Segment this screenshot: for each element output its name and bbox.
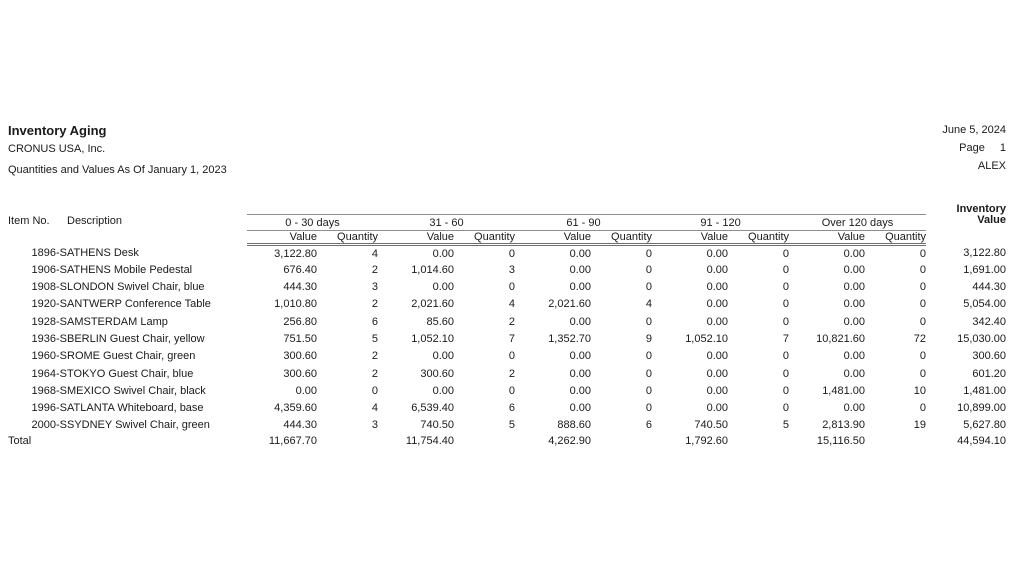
table-row xyxy=(8,348,1006,365)
cell-value-0-30: 0.00 xyxy=(295,384,317,397)
cell-inventory-value: 601.20 xyxy=(972,367,1007,380)
cell-value-91-120: 1,052.10 xyxy=(685,332,729,345)
cell-quantity-61-90: 6 xyxy=(645,419,653,432)
cell-inventory-value: 1,691.00 xyxy=(963,263,1007,276)
col-header-value-3: Value xyxy=(652,231,728,245)
cell-value-91-120: 0.00 xyxy=(706,248,729,260)
cell-value-31-60: 740.50 xyxy=(420,419,455,432)
cell-description: BERLIN Guest Chair, yellow xyxy=(67,332,205,345)
report-date: June 5, 2024 xyxy=(942,124,1006,136)
total-row xyxy=(8,435,1006,447)
cell-quantity-31-60: 7 xyxy=(508,332,516,345)
cell-quantity-over-120: 10 xyxy=(913,384,927,397)
cell-value-91-120: 0.00 xyxy=(706,402,729,415)
cell-value-61-90: 0.00 xyxy=(569,367,592,380)
table-row xyxy=(8,417,1006,434)
cell-value-over-120: 0.00 xyxy=(843,350,866,363)
cell-description: SYDNEY Swivel Chair, green xyxy=(67,419,210,432)
cell-quantity-0-30: 2 xyxy=(371,367,379,380)
table-row xyxy=(8,383,1006,400)
cell-value-61-90: 1,352.70 xyxy=(548,332,592,345)
cell-description: LONDON Swivel Chair, blue xyxy=(67,281,205,294)
cell-quantity-31-60: 0 xyxy=(508,248,516,260)
cell-quantity-91-120: 0 xyxy=(782,384,790,397)
cell-quantity-61-90: 0 xyxy=(645,350,653,363)
col-group-over-120-days: Over 120 days xyxy=(789,215,926,231)
cell-quantity-91-120: 0 xyxy=(782,315,790,328)
cell-value-0-30: 751.50 xyxy=(283,332,317,345)
cell-quantity-0-30: 5 xyxy=(371,332,379,345)
cell-value-0-30: 256.80 xyxy=(283,315,317,328)
cell-quantity-91-120: 5 xyxy=(782,419,790,432)
cell-value-31-60: 0.00 xyxy=(432,248,455,260)
cell-value-0-30: 3,122.80 xyxy=(274,248,317,260)
page-number: 1 xyxy=(999,142,1006,154)
cell-inventory-value: 342.40 xyxy=(972,315,1007,328)
cell-value-0-30: 444.30 xyxy=(283,419,317,432)
cell-item-no: 1906-S xyxy=(31,263,67,276)
cell-value-91-120: 0.00 xyxy=(706,384,729,397)
cell-description: MEXICO Swivel Chair, black xyxy=(67,384,206,397)
cell-value-over-120: 2,813.90 xyxy=(822,419,866,432)
cell-quantity-0-30: 2 xyxy=(371,298,379,311)
cell-value-61-90: 888.60 xyxy=(557,419,592,432)
cell-inventory-value: 15,030.00 xyxy=(957,332,1007,345)
cell-value-31-60: 0.00 xyxy=(432,384,455,397)
table-row xyxy=(8,331,1006,348)
cell-value-91-120: 0.00 xyxy=(706,315,729,328)
total-value-31-60: 11,754.40 xyxy=(405,434,455,447)
col-header-value-0: Value xyxy=(247,231,317,245)
cell-value-31-60: 0.00 xyxy=(432,350,455,363)
cell-value-over-120: 0.00 xyxy=(843,263,866,276)
cell-quantity-91-120: 0 xyxy=(782,248,790,260)
col-header-item-no: Item No. xyxy=(8,214,50,227)
cell-quantity-0-30: 2 xyxy=(371,263,379,276)
cell-item-no: 1960-S xyxy=(31,350,67,363)
cell-value-over-120: 0.00 xyxy=(843,281,866,294)
cell-quantity-over-120: 0 xyxy=(919,402,927,415)
cell-quantity-91-120: 0 xyxy=(782,367,790,380)
cell-value-31-60: 0.00 xyxy=(432,281,455,294)
cell-value-61-90: 0.00 xyxy=(569,248,592,260)
cell-quantity-91-120: 7 xyxy=(782,332,790,345)
cell-value-0-30: 444.30 xyxy=(283,281,317,294)
cell-quantity-91-120: 0 xyxy=(782,263,790,276)
cell-value-61-90: 0.00 xyxy=(569,263,592,276)
cell-value-over-120: 0.00 xyxy=(843,248,866,260)
cell-quantity-0-30: 6 xyxy=(371,315,379,328)
cell-value-31-60: 85.60 xyxy=(426,315,455,328)
cell-item-no: 1968-S xyxy=(31,384,67,397)
cell-quantity-31-60: 4 xyxy=(508,298,516,311)
cell-value-61-90: 2,021.60 xyxy=(548,298,592,311)
cell-quantity-over-120: 0 xyxy=(919,263,927,276)
col-header-quantity-0: Quantity xyxy=(317,231,378,245)
total-value-0-30: 11,667.70 xyxy=(268,434,317,447)
cell-quantity-61-90: 0 xyxy=(645,315,653,328)
cell-quantity-31-60: 2 xyxy=(508,315,516,328)
table-row xyxy=(8,279,1006,296)
col-header-quantity-2: Quantity xyxy=(591,231,652,245)
cell-value-over-120: 0.00 xyxy=(843,315,866,328)
cell-quantity-over-120: 0 xyxy=(919,367,927,380)
cell-inventory-value: 1,481.00 xyxy=(963,384,1007,397)
cell-quantity-over-120: 19 xyxy=(913,419,927,432)
cell-quantity-61-90: 0 xyxy=(645,402,653,415)
cell-quantity-0-30: 0 xyxy=(371,384,379,397)
table-row xyxy=(8,245,1006,262)
col-header-value-4: Value xyxy=(789,231,865,245)
total-inventory-value: 44,594.10 xyxy=(957,434,1007,447)
report-meta xyxy=(942,124,1006,172)
cell-quantity-61-90: 0 xyxy=(645,263,653,276)
cell-quantity-0-30: 3 xyxy=(371,419,379,432)
cell-description: ATLANTA Whiteboard, base xyxy=(67,402,204,415)
cell-value-61-90: 0.00 xyxy=(569,350,592,363)
cell-description: ATHENS Desk xyxy=(67,246,139,259)
cell-item-no: 1936-S xyxy=(31,332,67,345)
col-header-value-2: Value xyxy=(515,231,591,245)
company-name: CRONUS USA, Inc. xyxy=(8,143,106,155)
col-header-inventory-value xyxy=(926,202,1007,245)
cell-value-91-120: 0.00 xyxy=(706,350,729,363)
col-group-91-120: 91 - 120 xyxy=(652,215,789,231)
cell-inventory-value: 300.60 xyxy=(972,350,1007,363)
table-row xyxy=(8,400,1006,417)
cell-inventory-value: 10,899.00 xyxy=(957,402,1007,415)
cell-quantity-31-60: 0 xyxy=(508,384,516,397)
cell-value-over-120: 0.00 xyxy=(843,402,866,415)
cell-value-0-30: 4,359.60 xyxy=(274,402,317,415)
total-value-61-90: 4,262.90 xyxy=(548,434,592,447)
cell-item-no: 1896-S xyxy=(31,246,67,259)
cell-quantity-over-120: 0 xyxy=(919,281,927,294)
col-header-quantity-1: Quantity xyxy=(454,231,515,245)
cell-value-61-90: 0.00 xyxy=(569,281,592,294)
cell-item-no: 1920-S xyxy=(31,298,67,311)
cell-quantity-0-30: 4 xyxy=(371,402,379,415)
table-row xyxy=(8,314,1006,331)
cell-value-91-120: 0.00 xyxy=(706,367,729,380)
cell-quantity-0-30: 3 xyxy=(371,281,379,294)
col-group-0-30-days: 0 - 30 days xyxy=(247,215,378,231)
cell-description: AMSTERDAM Lamp xyxy=(67,315,168,328)
cell-value-91-120: 0.00 xyxy=(706,263,729,276)
cell-quantity-61-90: 0 xyxy=(645,248,653,260)
cell-value-0-30: 300.60 xyxy=(283,367,317,380)
cell-value-91-120: 0.00 xyxy=(706,298,729,311)
cell-quantity-over-120: 0 xyxy=(919,350,927,363)
cell-quantity-over-120: 0 xyxy=(919,298,927,311)
cell-item-no: 1996-S xyxy=(31,402,67,415)
page-label: Page xyxy=(959,142,985,154)
col-header-quantity-3: Quantity xyxy=(728,231,789,245)
cell-value-31-60: 1,052.10 xyxy=(411,332,455,345)
col-header-description: Description xyxy=(67,214,123,227)
cell-value-61-90: 0.00 xyxy=(569,384,592,397)
cell-quantity-over-120: 72 xyxy=(913,332,927,345)
cell-quantity-91-120: 0 xyxy=(782,402,790,415)
cell-item-no: 2000-S xyxy=(31,419,67,432)
inventory-header-line2: Value xyxy=(977,213,1007,226)
cell-value-91-120: 0.00 xyxy=(706,281,729,294)
cell-value-0-30: 300.60 xyxy=(283,350,317,363)
col-header-value-1: Value xyxy=(378,231,454,245)
cell-value-31-60: 2,021.60 xyxy=(411,298,455,311)
cell-item-no: 1964-S xyxy=(31,367,67,380)
cell-value-over-120: 10,821.60 xyxy=(816,332,866,345)
cell-value-91-120: 740.50 xyxy=(694,419,729,432)
report-subtitle: Quantities and Values As Of January 1, 2023 xyxy=(8,164,227,176)
user-id: ALEX xyxy=(977,160,1006,172)
table-row xyxy=(8,262,1006,279)
cell-value-0-30: 1,010.80 xyxy=(274,298,317,311)
table-body xyxy=(8,245,1006,435)
total-value-over-120: 15,116.50 xyxy=(816,434,866,447)
cell-quantity-0-30: 2 xyxy=(371,350,379,363)
cell-inventory-value: 3,122.80 xyxy=(963,246,1007,259)
cell-value-31-60: 1,014.60 xyxy=(411,263,455,276)
cell-inventory-value: 5,627.80 xyxy=(963,419,1007,432)
inventory-aging-table xyxy=(8,202,1007,447)
cell-value-over-120: 0.00 xyxy=(843,298,866,311)
report-title: Inventory Aging xyxy=(8,123,107,138)
cell-quantity-61-90: 0 xyxy=(645,281,653,294)
cell-value-over-120: 1,481.00 xyxy=(822,384,866,397)
cell-quantity-over-120: 0 xyxy=(919,248,927,260)
cell-quantity-91-120: 0 xyxy=(782,350,790,363)
cell-item-no: 1908-S xyxy=(31,281,67,294)
cell-value-0-30: 676.40 xyxy=(283,263,317,276)
cell-value-over-120: 0.00 xyxy=(843,367,866,380)
total-value-91-120: 1,792.60 xyxy=(685,434,729,447)
col-group-31-60: 31 - 60 xyxy=(378,215,515,231)
cell-inventory-value: 444.30 xyxy=(972,281,1007,294)
cell-quantity-over-120: 0 xyxy=(919,315,927,328)
cell-quantity-31-60: 5 xyxy=(508,419,516,432)
cell-quantity-91-120: 0 xyxy=(782,281,790,294)
table-row xyxy=(8,296,1006,313)
cell-quantity-61-90: 4 xyxy=(645,298,653,311)
cell-quantity-91-120: 0 xyxy=(782,298,790,311)
col-header-quantity-4: Quantity xyxy=(865,231,926,245)
cell-description: TOKYO Guest Chair, blue xyxy=(67,367,194,380)
cell-quantity-31-60: 0 xyxy=(508,350,516,363)
cell-quantity-61-90: 0 xyxy=(645,367,653,380)
cell-quantity-0-30: 4 xyxy=(371,248,379,260)
cell-quantity-31-60: 3 xyxy=(508,263,516,276)
cell-inventory-value: 5,054.00 xyxy=(963,298,1007,311)
table-row xyxy=(8,366,1006,383)
cell-value-31-60: 6,539.40 xyxy=(411,402,455,415)
total-label: Total xyxy=(8,434,32,447)
report-header xyxy=(8,124,227,176)
cell-value-61-90: 0.00 xyxy=(569,402,592,415)
cell-description: ATHENS Mobile Pedestal xyxy=(67,263,193,276)
cell-quantity-31-60: 0 xyxy=(508,281,516,294)
inventory-header-line1: Inventory xyxy=(956,202,1007,215)
cell-quantity-31-60: 6 xyxy=(508,402,516,415)
col-group-61-90: 61 - 90 xyxy=(515,215,652,231)
cell-value-61-90: 0.00 xyxy=(569,315,592,328)
cell-quantity-61-90: 0 xyxy=(645,384,653,397)
cell-item-no: 1928-S xyxy=(31,315,67,328)
cell-quantity-31-60: 2 xyxy=(508,367,516,380)
cell-value-31-60: 300.60 xyxy=(420,367,455,380)
cell-description: ANTWERP Conference Table xyxy=(67,298,211,311)
cell-quantity-61-90: 9 xyxy=(645,332,653,345)
cell-description: ROME Guest Chair, green xyxy=(67,350,196,363)
page-indicator xyxy=(942,142,1006,154)
